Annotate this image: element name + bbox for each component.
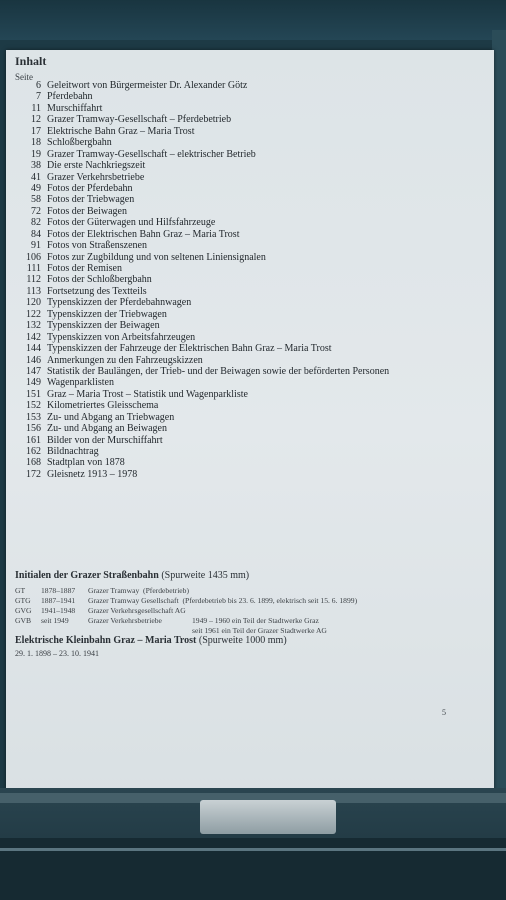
toc-page-number: 168 xyxy=(26,457,41,469)
toc-page-number: 152 xyxy=(26,400,41,412)
toc-entry-title: Gleisnetz 1913 – 1978 xyxy=(47,468,138,480)
toc-entry-title: Pferdebahn xyxy=(47,91,93,103)
toc-entry xyxy=(15,240,389,251)
toc-entry xyxy=(15,149,389,160)
abbr-code: GT xyxy=(15,586,26,595)
toc-entry-title: Grazer Tramway-Gesellschaft – Pferdebetrieb xyxy=(47,114,232,126)
toc-page-number: 113 xyxy=(26,285,41,297)
toc-entry xyxy=(15,217,389,228)
toc-entry xyxy=(15,400,389,411)
toc-entry-title: Kilometriertes Gleisschema xyxy=(47,400,159,412)
toc-page-number: 149 xyxy=(26,377,41,389)
toc-entry xyxy=(15,286,389,297)
toc-page-number: 84 xyxy=(31,228,41,240)
toc-entry xyxy=(15,91,389,102)
toc-entry xyxy=(15,183,389,194)
kleinbahn-gauge: (Spurweite 1000 mm) xyxy=(198,635,287,646)
toc-entry-title: Fortsetzung des Textteils xyxy=(47,285,147,297)
toc-entry-title: Zu- und Abgang an Triebwagen xyxy=(47,411,175,423)
initials-row xyxy=(15,616,357,626)
toc-entry-title: Fotos von Straßenszenen xyxy=(47,240,147,252)
abbr-years: 1887–1941 xyxy=(41,596,76,605)
toc-page-number: 19 xyxy=(31,148,41,160)
toc-page-number: 49 xyxy=(31,182,41,194)
toc-page-number: 91 xyxy=(31,240,41,252)
toc-page-number: 132 xyxy=(26,320,41,332)
toc-page-number: 142 xyxy=(26,331,41,343)
toc-entry-title: Fotos der Schloßbergbahn xyxy=(47,274,152,286)
initials-heading xyxy=(15,570,249,581)
toc-entry-title: Wagenparklisten xyxy=(47,377,114,389)
initials-row xyxy=(15,606,357,616)
abbr-years: 1878–1887 xyxy=(41,586,76,595)
toc-entry xyxy=(15,160,389,171)
toc-entry-title: Fotos der Elektrischen Bahn Graz – Maria Trost xyxy=(47,228,240,240)
toc-entry xyxy=(15,355,389,366)
page-column-header: Seite xyxy=(15,72,33,82)
toc-entry-title: Fotos der Güterwagen und Hilfsfahrzeuge xyxy=(47,217,216,229)
toc-entry-title: Typenskizzen der Beiwagen xyxy=(47,320,160,332)
background-right xyxy=(492,30,506,900)
toc-page-number: 11 xyxy=(31,102,41,114)
toc-entry-title: Typenskizzen der Pferdebahnwagen xyxy=(47,297,192,309)
kleinbahn-title: Elektrische Kleinbahn Graz – Maria Trost xyxy=(15,635,197,646)
toc-page-number: 144 xyxy=(26,343,41,355)
abbr-code: GVB xyxy=(15,616,32,625)
initials-gauge: (Spurweite 1435 mm) xyxy=(161,570,250,581)
toc-entry xyxy=(15,446,389,457)
toc-page-number: 106 xyxy=(26,251,41,263)
abbr-note: (Pferdebetrieb) xyxy=(143,586,190,595)
toc-entry xyxy=(15,137,389,148)
toc-page-number: 82 xyxy=(31,217,41,229)
toc-entry-title: Fotos der Beiwagen xyxy=(47,205,127,217)
toc-page-number: 12 xyxy=(31,114,41,126)
toc-page-number: 120 xyxy=(26,297,41,309)
abbr-name: Grazer Verkehrsgesellschaft AG xyxy=(88,606,186,615)
toc-entry-title: Grazer Tramway-Gesellschaft – elektrischer Betrieb xyxy=(47,148,256,160)
toc-entry xyxy=(15,412,389,423)
toc-entry-title: Typenskizzen der Triebwagen xyxy=(47,308,167,320)
toc-entry-title: Stadtplan von 1878 xyxy=(47,457,125,469)
toc-entry xyxy=(15,206,389,217)
toc-heading: Inhalt xyxy=(15,54,47,68)
toc-entry-title: Typenskizzen von Arbeitsfahrzeugen xyxy=(47,331,196,343)
toc-page-number: 156 xyxy=(26,423,41,435)
toc-page-number: 112 xyxy=(26,274,41,286)
toc-entry xyxy=(15,274,389,285)
toc-entry xyxy=(15,103,389,114)
toc-entry-title: Zu- und Abgang an Beiwagen xyxy=(47,423,167,435)
toc-entry-title: Murschiffahrt xyxy=(47,102,103,114)
abbr-note: (Pferdebetrieb bis 23. 6. 1899, elektrisch seit 15. 6. 1899) xyxy=(182,596,358,605)
toc-entry-title: Bilder von der Murschiffahrt xyxy=(47,434,163,446)
toc-entry-title: Grazer Verkehrsbetriebe xyxy=(47,171,145,183)
toc-entry-title: Bildnachtrag xyxy=(47,446,99,457)
abbr-name: Grazer Tramway Gesellschaft xyxy=(88,596,179,605)
toc-page-number: 18 xyxy=(31,137,41,149)
toc-page-number: 151 xyxy=(26,388,41,400)
toc-entry xyxy=(15,366,389,377)
initials-title: Initialen der Grazer Straßenbahn xyxy=(15,570,159,581)
toc-entry xyxy=(15,229,389,240)
toc-entry-title: Fotos der Remisen xyxy=(47,263,122,274)
toc-entry xyxy=(15,423,389,434)
background-top xyxy=(0,0,506,40)
initials-table xyxy=(15,586,357,636)
abbr-note: 1949 – 1960 ein Teil der Stadtwerke Graz xyxy=(192,616,319,625)
abbr-years: 1941–1948 xyxy=(41,606,76,615)
toc-entry xyxy=(15,320,389,331)
toc-page-number: 172 xyxy=(26,468,41,480)
toc-entry xyxy=(15,252,389,263)
initials-extra-note: seit 1961 ein Teil der Grazer Stadtwerke AG xyxy=(192,626,327,635)
toc-entry xyxy=(15,343,389,354)
initials-row xyxy=(15,586,357,596)
toc-entry xyxy=(15,172,389,183)
kleinbahn-heading xyxy=(15,635,287,646)
toc-page-number: 147 xyxy=(26,365,41,377)
toc-entry xyxy=(15,114,389,125)
toc-entry xyxy=(15,389,389,400)
toc-entry-title: Graz – Maria Trost – Statistik und Wagenparkliste xyxy=(47,388,248,400)
toc-entry-title: Fotos der Pferdebahn xyxy=(47,182,133,194)
toc-entry xyxy=(15,126,389,137)
stand-highlight xyxy=(0,848,506,851)
toc-entry xyxy=(15,297,389,308)
toc-entry xyxy=(15,377,389,388)
toc-page-number: 153 xyxy=(26,411,41,423)
toc-entry-title: Geleitwort von Bürgermeister Dr. Alexander Götz xyxy=(47,80,248,91)
table-of-contents xyxy=(15,80,389,480)
page-number: 5 xyxy=(442,708,446,717)
toc-entry xyxy=(15,263,389,274)
toc-page-number: 6 xyxy=(36,80,41,91)
toc-page-number: 7 xyxy=(36,91,41,103)
abbr-years: seit 1949 xyxy=(41,616,69,625)
toc-entry xyxy=(15,80,389,91)
toc-page-number: 122 xyxy=(26,308,41,320)
toc-page-number: 111 xyxy=(26,263,41,274)
toc-page-number: 146 xyxy=(26,354,41,366)
toc-entry-title: Schloßbergbahn xyxy=(47,137,112,149)
toc-entry xyxy=(15,332,389,343)
toc-entry xyxy=(15,435,389,446)
abbr-name: Grazer Verkehrsbetriebe xyxy=(88,616,162,625)
toc-entry-title: Statistik der Baulängen, der Trieb- und der Beiwagen sowie der beförderten Personen xyxy=(47,365,390,377)
toc-page-number: 161 xyxy=(26,434,41,446)
toc-page-number: 41 xyxy=(31,171,41,183)
toc-page-number: 162 xyxy=(26,446,41,457)
toc-entry-title: Typenskizzen der Fahrzeuge der Elektrischen Bahn Graz – Maria Trost xyxy=(47,343,332,355)
toc-page-number: 58 xyxy=(31,194,41,206)
toc-entry-title: Elektrische Bahn Graz – Maria Trost xyxy=(47,125,195,137)
toc-entry xyxy=(15,309,389,320)
initials-row xyxy=(15,596,357,606)
toc-page-number: 17 xyxy=(31,125,41,137)
stand-clip xyxy=(200,800,336,834)
toc-entry-title: Fotos der Triebwagen xyxy=(47,194,135,206)
toc-entry xyxy=(15,457,389,468)
abbr-code: GTG xyxy=(15,596,31,605)
toc-entry xyxy=(15,194,389,205)
toc-entry-title: Die erste Nachkriegszeit xyxy=(47,160,146,172)
toc-page-number: 38 xyxy=(31,160,41,172)
toc-page-number: 72 xyxy=(31,205,41,217)
toc-entry xyxy=(15,469,389,480)
abbr-code: GVG xyxy=(15,606,32,615)
kleinbahn-dates: 29. 1. 1898 – 23. 10. 1941 xyxy=(15,649,99,658)
toc-entry-title: Fotos zur Zugbildung und von seltenen Liniensignalen xyxy=(47,251,266,263)
toc-entry-title: Anmerkungen zu den Fahrzeugskizzen xyxy=(47,354,203,366)
abbr-name: Grazer Tramway xyxy=(88,586,140,595)
